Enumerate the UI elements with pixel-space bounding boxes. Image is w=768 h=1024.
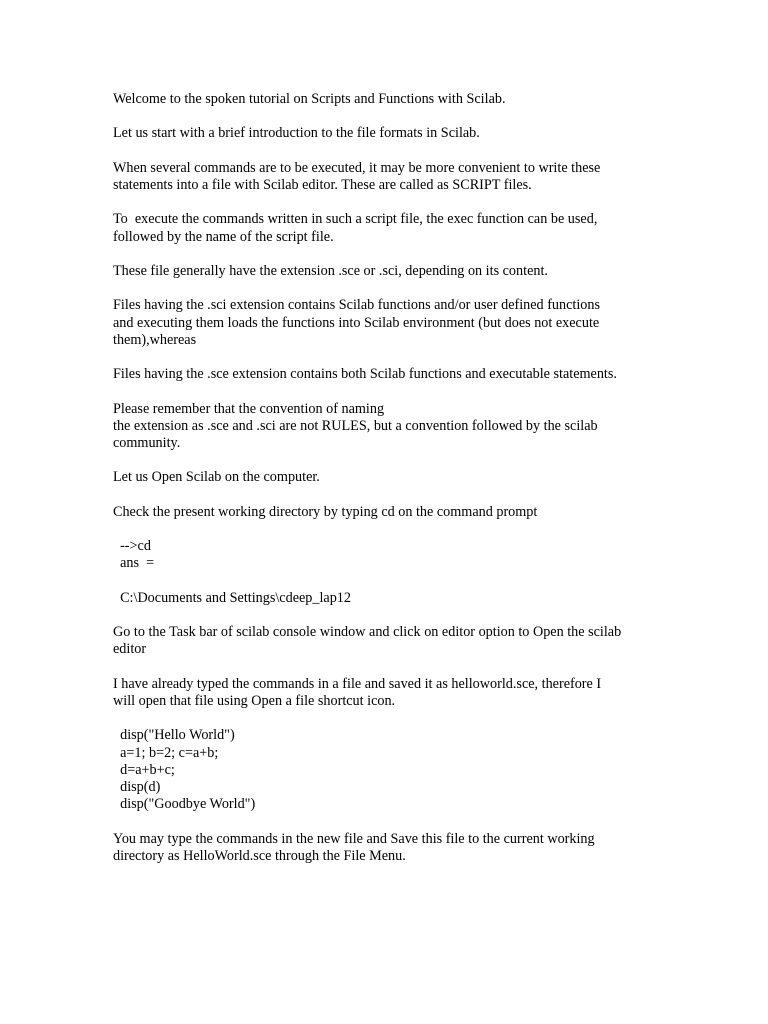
text-line: Let us Open Scilab on the computer.	[113, 469, 320, 486]
text-line: community.	[113, 434, 181, 451]
text-line: Go to the Task bar of scilab console window and click on editor option to Open the scilab	[113, 624, 622, 641]
text-line: You may type the commands in the new file and Save this file to the current working	[113, 830, 595, 847]
text-line: I have already typed the commands in a file and saved it as helloworld.sce, therefore I	[113, 675, 602, 692]
paragraph	[113, 297, 673, 349]
paragraph	[113, 624, 673, 658]
paragraph	[113, 469, 673, 486]
text-line: These file generally have the extension .sce or .sci, depending on its content.	[113, 262, 548, 279]
paragraph	[113, 676, 673, 710]
paragraph	[113, 831, 673, 865]
code-block	[113, 727, 673, 813]
text-line: When several commands are to be executed, it may be more convenient to write these	[113, 159, 601, 176]
text-line: directory as HelloWorld.sce through the File Menu.	[113, 847, 406, 864]
code-line: disp(d)	[113, 778, 161, 795]
text-line: Files having the .sci extension contains Scilab functions and/or user defined functions	[113, 297, 601, 314]
code-line: d=a+b+c;	[113, 761, 175, 778]
paragraph	[113, 211, 673, 245]
text-line: To execute the commands written in such a script file, the exec function can be used,	[113, 211, 598, 228]
code-block	[113, 538, 673, 607]
code-line: disp("Hello World")	[113, 727, 235, 744]
code-line: C:\Documents and Settings\cdeep_lap12	[113, 589, 351, 606]
paragraph	[113, 160, 673, 194]
text-line: will open that file using Open a file shortcut icon.	[113, 692, 396, 709]
text-line: Please remember that the convention of naming	[113, 400, 385, 417]
text-line: Files having the .sce extension contains both Scilab functions and executable statements.	[113, 366, 617, 383]
paragraph	[113, 504, 673, 521]
text-line: Welcome to the spoken tutorial on Scripts and Functions with Scilab.	[113, 91, 506, 107]
paragraph	[113, 125, 673, 142]
text-line: editor	[113, 641, 147, 658]
paragraph	[113, 401, 673, 453]
blank-line	[113, 573, 673, 590]
paragraph	[113, 366, 673, 383]
text-line: Let us start with a brief introduction to the file formats in Scilab.	[113, 125, 480, 142]
code-line: a=1; b=2; c=a+b;	[113, 744, 219, 761]
text-line: and executing them loads the functions into Scilab environment (but does not execute	[113, 314, 600, 331]
document-body	[113, 91, 673, 882]
code-line: disp("Goodbye World")	[113, 796, 256, 813]
text-line: them),whereas	[113, 331, 197, 348]
text-line: statements into a file with Scilab editor. These are called as SCRIPT files.	[113, 176, 532, 193]
text-line: Check the present working directory by typing cd on the command prompt	[113, 503, 538, 520]
code-line: -->cd	[113, 538, 151, 555]
text-line: followed by the name of the script file.	[113, 228, 334, 245]
paragraph	[113, 91, 673, 108]
paragraph	[113, 263, 673, 280]
text-line: the extension as .sce and .sci are not RULES, but a convention followed by the scilab	[113, 417, 598, 434]
code-line: ans =	[113, 555, 155, 572]
